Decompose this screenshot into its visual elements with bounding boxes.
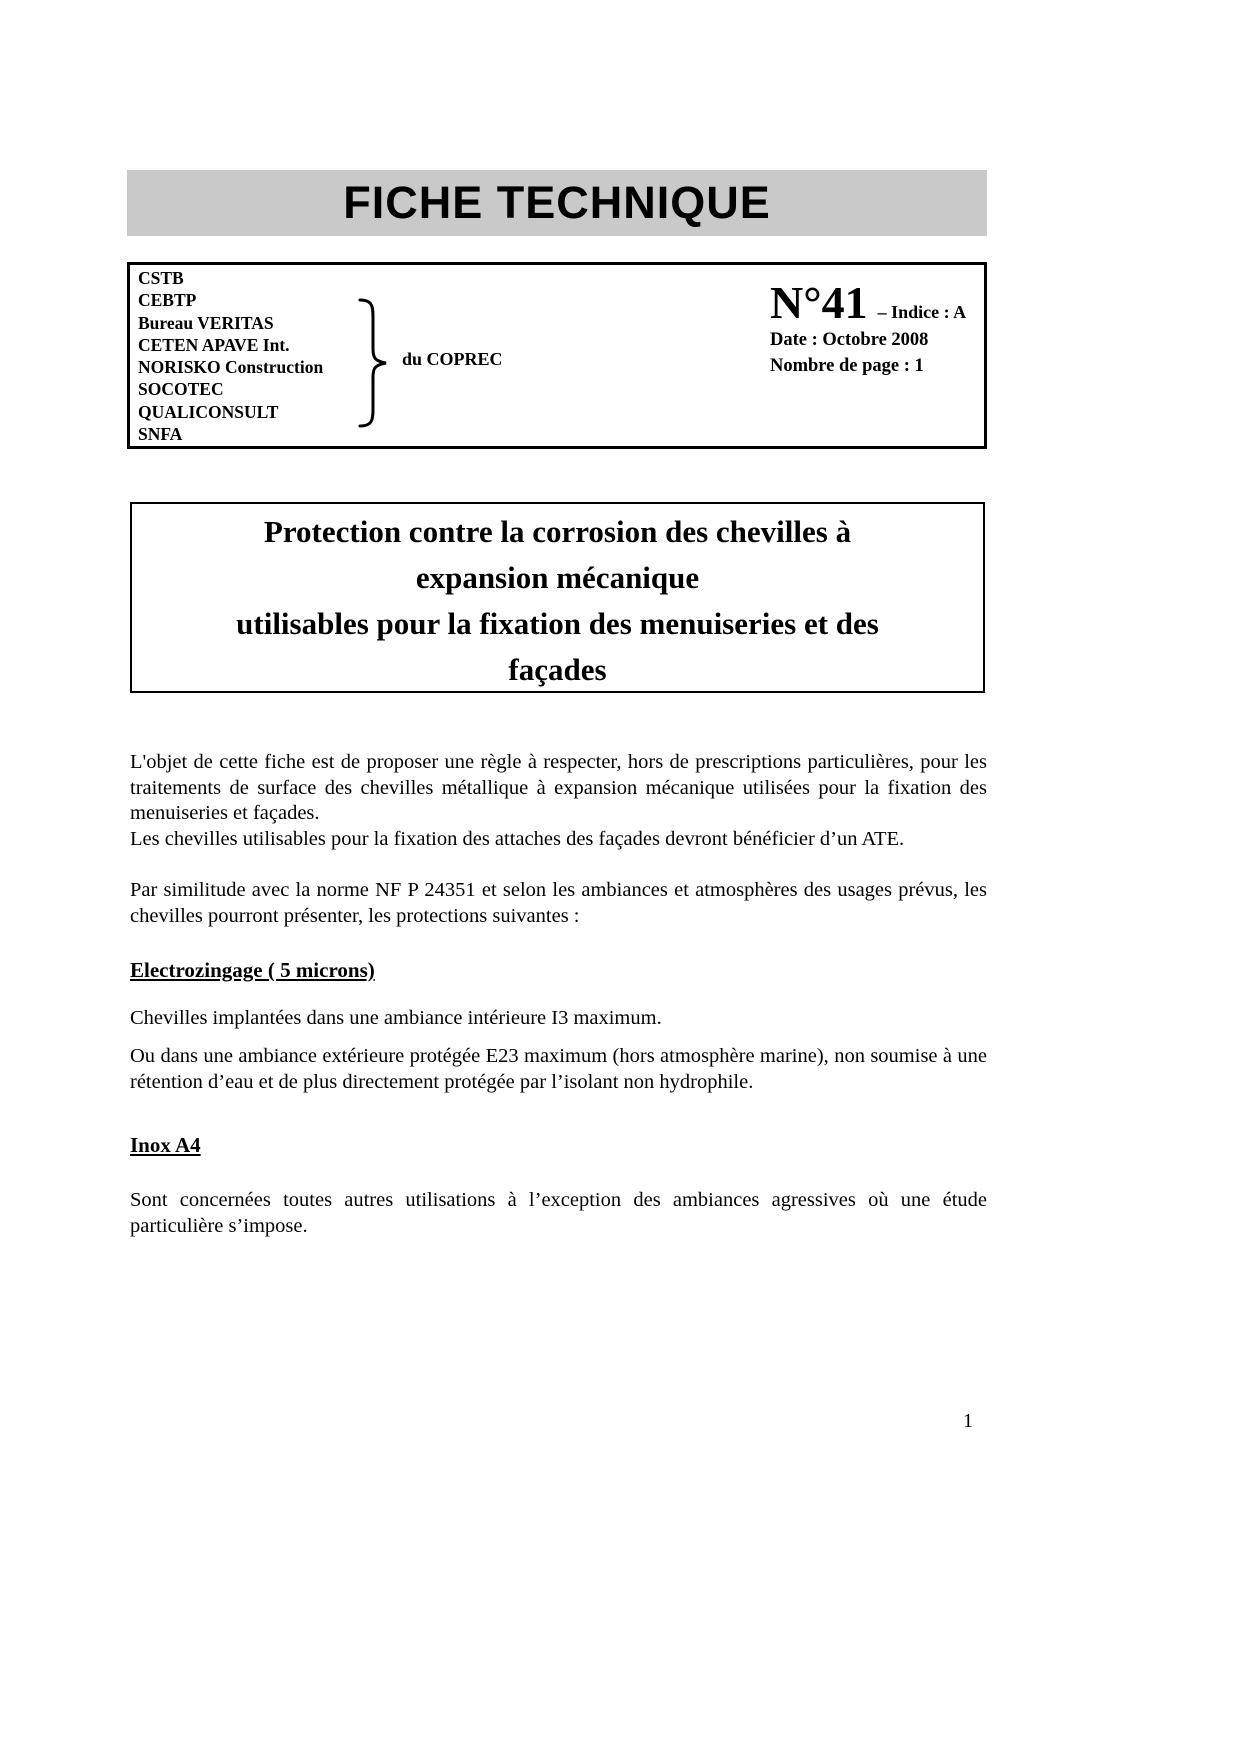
reference-block (770, 279, 966, 379)
reference-box (127, 262, 987, 449)
document-number: N°41 (770, 277, 868, 328)
organization-item: CEBTP (138, 290, 197, 311)
coprec-label: du COPREC (402, 349, 503, 369)
paragraph-text: Par similitude avec la norme NF P 24351 et selon les ambiances et atmosphères des usages prévus, les chevilles pourront présenter, les protections suivantes : (130, 879, 987, 927)
organization-item: CSTB (138, 268, 184, 288)
organization-item: SOCOTEC (138, 379, 224, 400)
inox-paragraph (130, 1188, 987, 1239)
intro-paragraph: Les chevilles utilisables pour la fixation des attaches des façades devront bénéficier d’un ATE. (130, 827, 905, 850)
organization-list (138, 267, 323, 445)
document-indice: – Indice : A (877, 302, 967, 322)
similitude-paragraph (130, 878, 987, 929)
curly-brace-icon (358, 297, 390, 434)
document-type-title: FICHE TECHNIQUE (343, 177, 771, 228)
intro-paragraphs (130, 750, 987, 852)
header-banner (127, 170, 987, 236)
page-number: 1 (963, 1410, 973, 1432)
document-page-count: Nombre de page : 1 (770, 356, 924, 376)
document-number-line (770, 279, 966, 327)
organization-item: QUALICONSULT (138, 401, 279, 422)
paragraph-text: Ou dans une ambiance extérieure protégée E23 maximum (hors atmosphère marine), non soumise à une rétention d’eau et de plus directement protégée par l’isolant non hydrophile. (130, 1045, 987, 1093)
intro-paragraph: L'objet de cette fiche est de proposer une règle à respecter, hors de prescriptions particulières, pour les traitements de surface des chevilles métallique à expansion mécanique utilisées pour la fixation des menuiseries et façades. (130, 751, 987, 825)
electrozingage-paragraph (130, 1044, 987, 1095)
paragraph-text: Chevilles implantées dans une ambiance intérieure I3 maximum. (130, 1007, 662, 1029)
main-title-line: expansion mécanique (415, 560, 700, 595)
main-title-line: Protection contre la corrosion des chevilles à (263, 514, 852, 549)
main-title-box (130, 502, 985, 693)
organization-item: NORISKO Construction (138, 357, 324, 378)
electrozingage-paragraph (130, 1006, 987, 1032)
heading-inox: Inox A4 (130, 1133, 201, 1157)
organization-item: SNFA (138, 424, 183, 445)
paragraph-text: Sont concernées toutes autres utilisations à l’exception des ambiances agressives où une étude particulière s’impose. (130, 1189, 987, 1237)
organization-item: CETEN APAVE Int. (138, 334, 290, 355)
main-title-line: utilisables pour la fixation des menuiseries et des (236, 606, 879, 641)
document-date: Date : Octobre 2008 (770, 330, 929, 350)
main-title-line: façades (508, 652, 607, 687)
organization-item: Bureau VERITAS (138, 312, 274, 333)
heading-electrozingage: Electrozingage ( 5 microns) (130, 958, 375, 982)
